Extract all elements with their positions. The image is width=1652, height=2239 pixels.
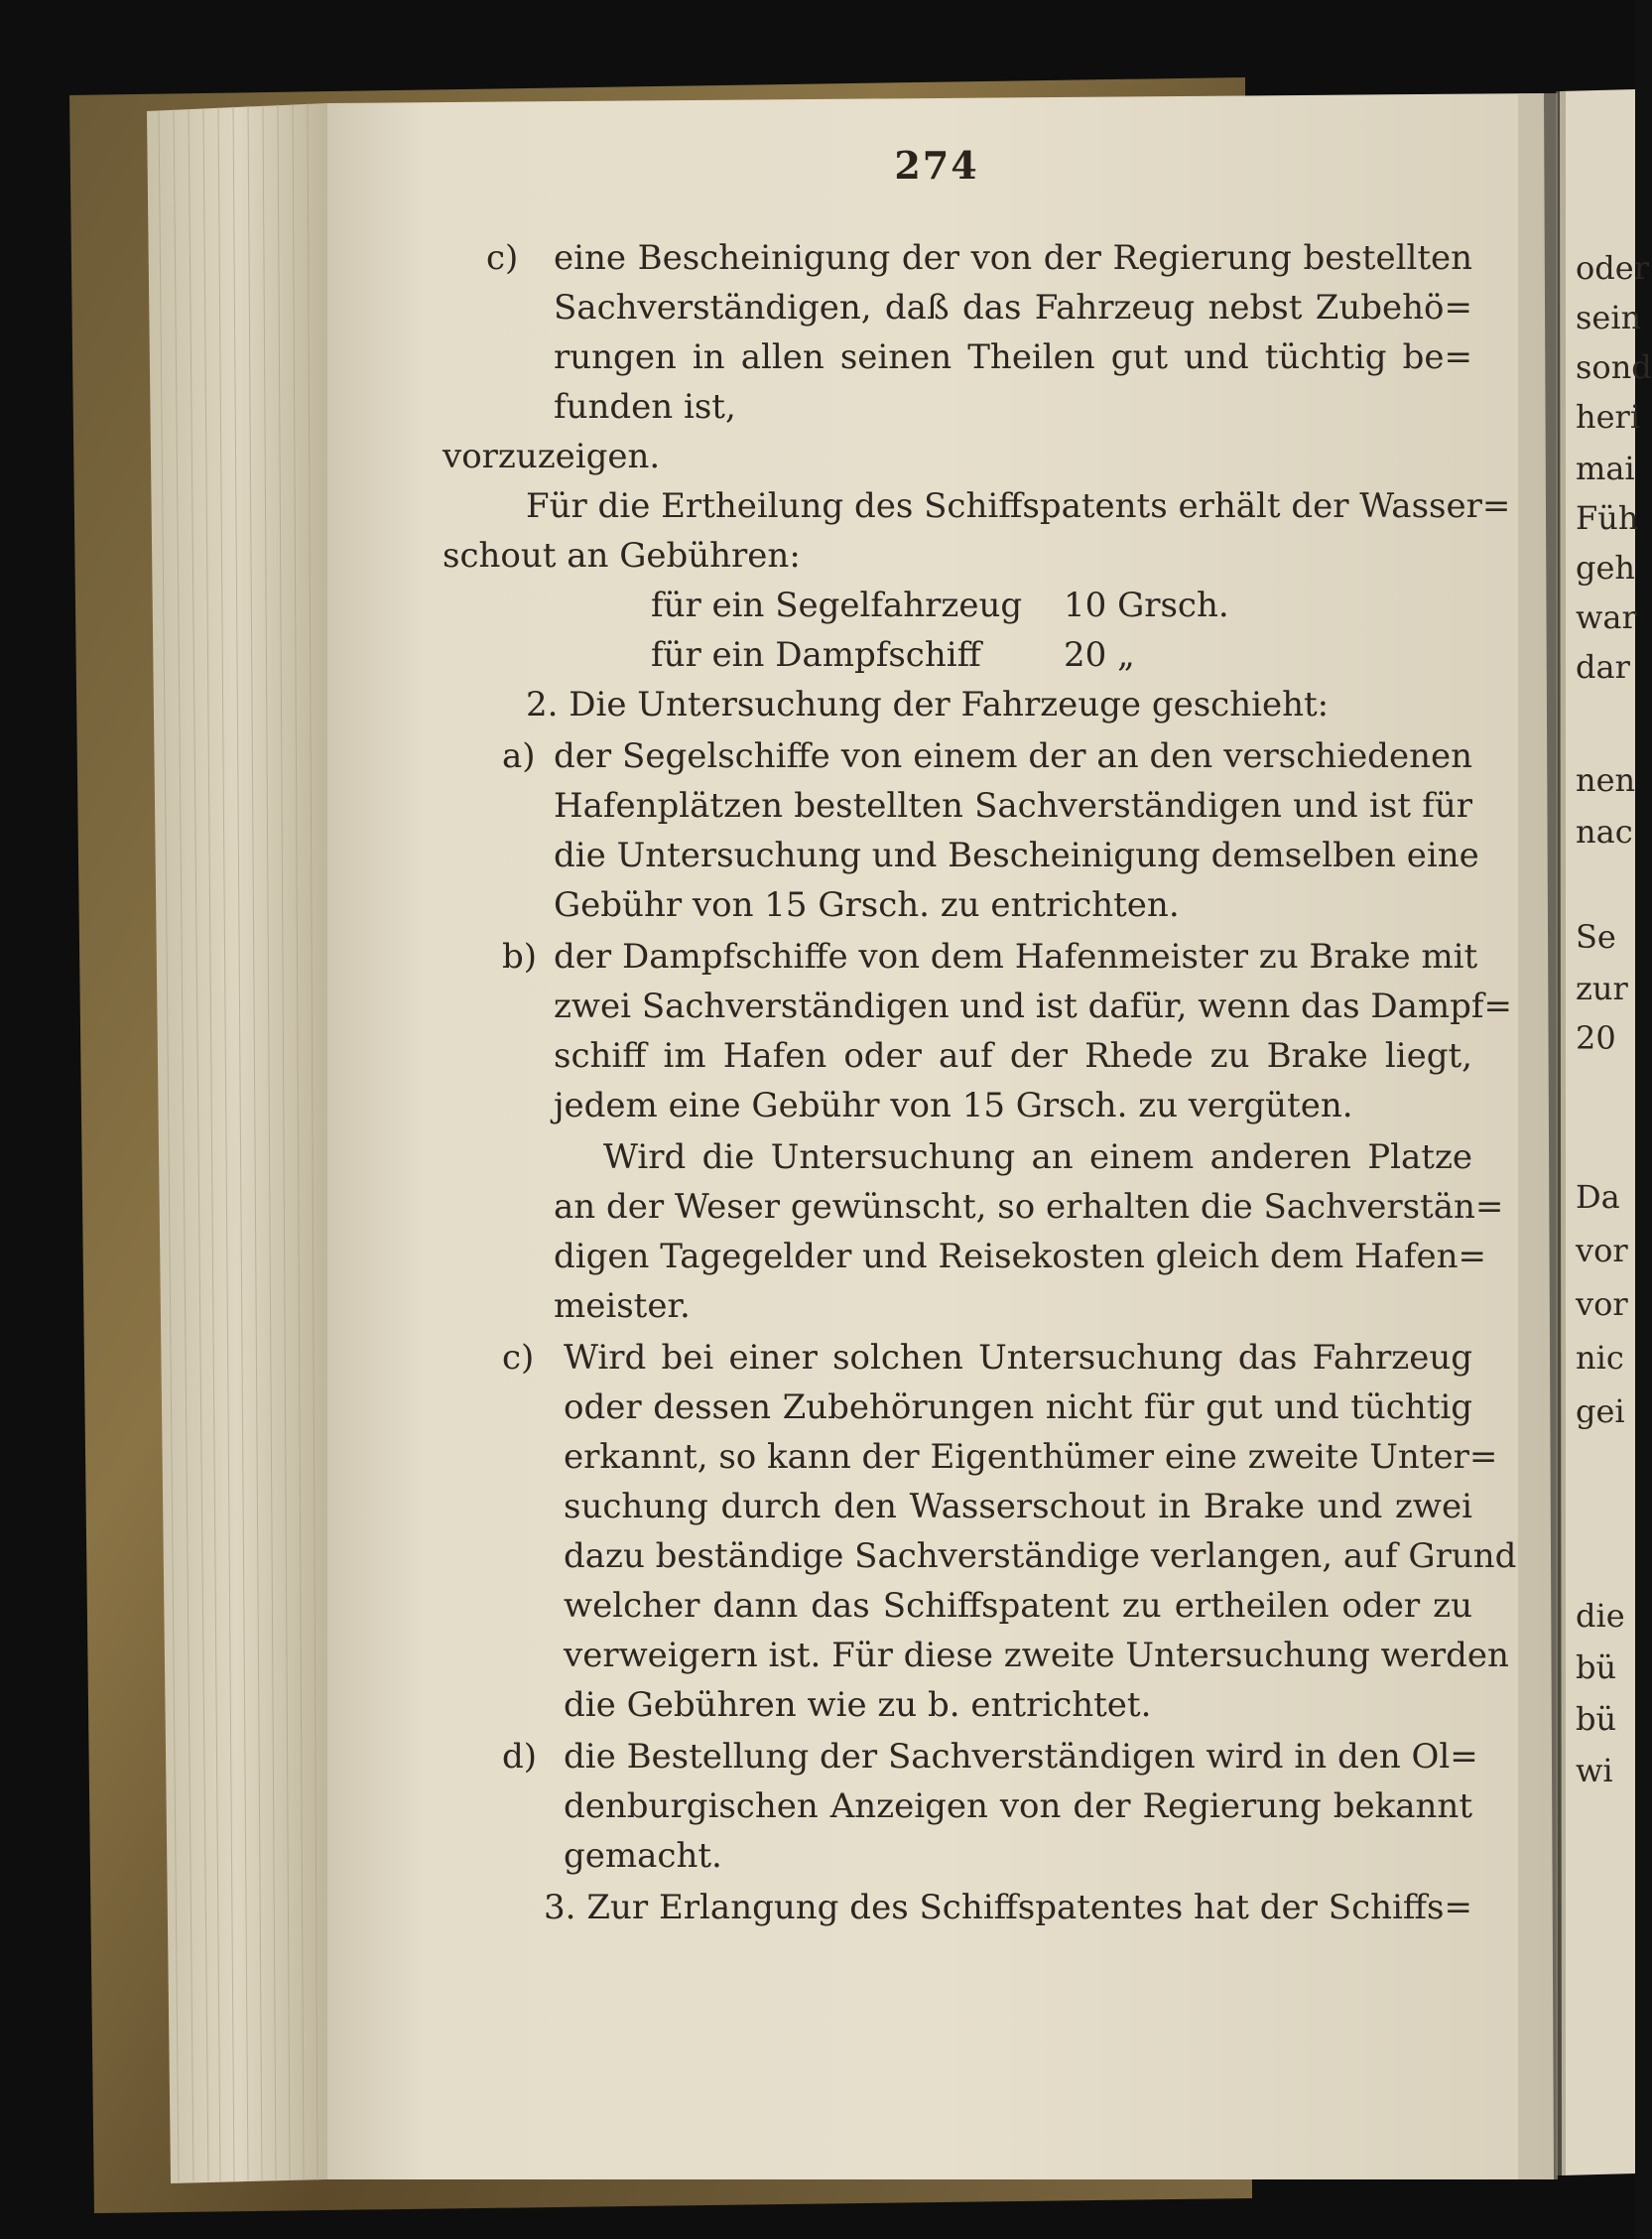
text-line: meister.: [554, 1286, 691, 1326]
item-label-a: a): [502, 736, 536, 776]
next-page-fragment: bü: [1576, 1700, 1617, 1738]
text-line: digen Tagegelder und Reisekosten gleich dem Hafen=: [554, 1237, 1486, 1276]
next-page-fragment: sond: [1576, 348, 1652, 386]
text-line: oder dessen Zubehörungen nicht für gut und tüchtig: [564, 1387, 1472, 1427]
section-heading: 2. Die Untersuchung der Fahrzeuge geschieht:: [526, 685, 1330, 724]
next-page-fragment: Da: [1576, 1178, 1620, 1216]
text-line: Gebühr von 15 Grsch. zu entrichten.: [554, 885, 1180, 925]
next-page-fragment: gei: [1576, 1392, 1625, 1430]
text-line: gemacht.: [564, 1836, 722, 1876]
text-line: der Dampfschiffe von dem Hafenmeister zu Brake mit: [554, 937, 1478, 977]
fee-label: für ein Dampfschiff: [651, 635, 981, 675]
next-page-fragment: mai: [1576, 450, 1635, 487]
text-line: schout an Gebühren:: [443, 536, 801, 576]
text-line: dazu beständige Sachverständige verlangen, auf Grund: [564, 1536, 1517, 1576]
next-page-fragment: nen: [1576, 761, 1636, 799]
page-number: 274: [894, 143, 979, 188]
next-page-fragment: vor: [1576, 1232, 1628, 1269]
text-line: eine Bescheinigung der von der Regierung bestellten: [554, 238, 1472, 278]
text-line: der Segelschiffe von einem der an den verschiedenen: [554, 736, 1472, 776]
text-line: rungen in allen seinen Theilen gut und tüchtig be=: [554, 337, 1472, 377]
text-line: vorzuzeigen.: [443, 437, 661, 476]
next-page-fragment: die: [1576, 1597, 1625, 1635]
fee-label: für ein Segelfahrzeug: [651, 586, 1023, 625]
text-line: suchung durch den Wasserschout in Brake und zwei: [564, 1487, 1472, 1526]
next-page-fragment: geh: [1576, 549, 1636, 587]
text-line: welcher dann das Schiffspatent zu ertheilen oder zu: [564, 1586, 1472, 1626]
next-page-fragment: Se: [1576, 918, 1616, 956]
next-page-fragment: zur: [1576, 970, 1628, 1007]
text-line: erkannt, so kann der Eigenthümer eine zweite Unter=: [564, 1437, 1498, 1477]
text-line: die Bestellung der Sachverständigen wird in den Ol=: [564, 1737, 1478, 1777]
next-page-fragment: war: [1576, 598, 1637, 636]
book-page: [327, 91, 1546, 2179]
next-page-fragment: nic: [1576, 1339, 1624, 1377]
next-page-fragment: Füh: [1576, 499, 1639, 537]
item-label-d: d): [502, 1737, 538, 1777]
text-line: die Gebühren wie zu b. entrichtet.: [564, 1685, 1152, 1725]
text-line: Sachverständigen, daß das Fahrzeug nebst Zubehö=: [554, 288, 1472, 328]
item-label-c2: c): [502, 1338, 535, 1378]
next-page-text: [1574, 0, 1652, 2239]
next-page-fragment: dar: [1576, 648, 1630, 686]
next-page-fragment: nac: [1576, 813, 1633, 851]
text-line: Hafenplätzen bestellten Sachverständigen und ist für: [554, 786, 1472, 826]
next-page-fragment: 20: [1576, 1019, 1616, 1057]
fee-amount: 10 Grsch.: [1064, 586, 1229, 625]
next-page-fragment: oder: [1576, 249, 1649, 287]
text-line: an der Weser gewünscht, so erhalten die Sachverstän=: [554, 1187, 1504, 1227]
next-page-fragment: vor: [1576, 1285, 1628, 1323]
section-heading: 3. Zur Erlangung des Schiffspatentes hat der Schiffs=: [544, 1888, 1472, 1927]
text-line: die Untersuchung und Bescheinigung demselben eine: [554, 836, 1479, 875]
text-line: schiff im Hafen oder auf der Rhede zu Brake liegt,: [554, 1036, 1472, 1076]
next-page-fragment: wi: [1576, 1752, 1613, 1789]
text-line: Für die Ertheilung des Schiffspatents erhält der Wasser=: [526, 486, 1511, 526]
text-line: jedem eine Gebühr von 15 Grsch. zu vergüten.: [554, 1086, 1353, 1125]
text-line: zwei Sachverständigen und ist dafür, wenn das Dampf=: [554, 987, 1512, 1026]
text-line: denburgischen Anzeigen von der Regierung bekannt: [564, 1786, 1472, 1826]
next-page-fragment: bü: [1576, 1648, 1617, 1686]
text-line: Wird die Untersuchung an einem anderen Platze: [603, 1137, 1472, 1177]
next-page-fragment: sein: [1576, 299, 1642, 336]
text-line: verweigern ist. Für diese zweite Untersuchung werden: [564, 1636, 1509, 1675]
text-line: Wird bei einer solchen Untersuchung das Fahrzeug: [564, 1338, 1472, 1378]
fee-amount: 20 „: [1064, 635, 1135, 675]
item-label-c: c): [486, 238, 519, 278]
item-label-b: b): [502, 937, 538, 977]
text-line: funden ist,: [554, 387, 736, 427]
next-page-fragment: heri: [1576, 398, 1641, 436]
page-edges: [147, 103, 327, 2183]
